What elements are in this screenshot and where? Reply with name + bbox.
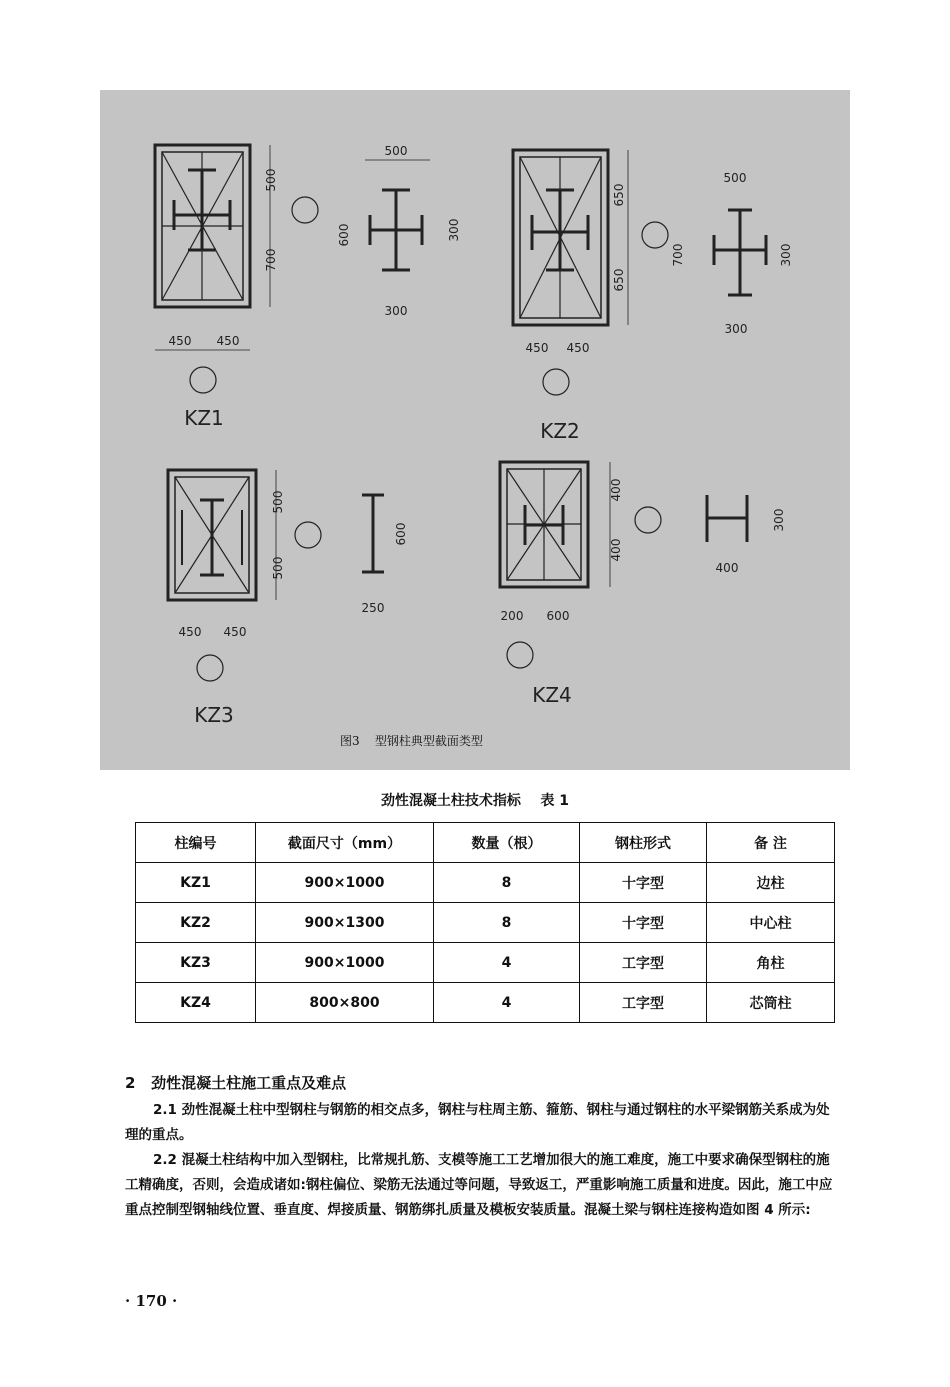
- cell-section-size: 900×1000: [256, 943, 434, 983]
- cell-column-id: KZ2: [136, 903, 256, 943]
- cell-remark: 芯筒柱: [707, 983, 835, 1023]
- cell-column-id: KZ1: [136, 863, 256, 903]
- kz2-steel-dim-2: 700: [671, 243, 685, 267]
- kz1-section: [155, 145, 250, 307]
- kz4-steel-dim-2: 400: [715, 561, 739, 575]
- cell-steel-type: 工字型: [580, 943, 707, 983]
- kz1-steel-dim-2: 600: [337, 223, 351, 247]
- cell-steel-type: 工字型: [580, 983, 707, 1023]
- kz1-steel-dim-1: 500: [384, 144, 408, 158]
- section-heading: 2 劲性混凝土柱施工重点及难点: [125, 1074, 347, 1092]
- kz2-section: [513, 150, 608, 325]
- kz2-dim-1: 650: [612, 183, 626, 207]
- table-header-row: [136, 823, 835, 863]
- cell-column-id: KZ3: [136, 943, 256, 983]
- sections-drawing: [100, 90, 850, 770]
- kz3-section: [168, 470, 256, 600]
- kz3-dim-3: 450: [178, 625, 202, 639]
- cell-steel-type: 十字型: [580, 903, 707, 943]
- figure-steel-column-sections: [100, 90, 850, 770]
- table-title: 劲性混凝土柱技术指标 表 1: [380, 793, 570, 809]
- kz3-steel-dim-2: 250: [361, 601, 385, 615]
- kz3-dim-1: 500: [271, 490, 285, 514]
- header-steel-type: 钢柱形式: [580, 823, 707, 863]
- page-number: · 170 ·: [125, 1292, 178, 1310]
- cell-section-size: 900×1300: [256, 903, 434, 943]
- kz2-steel-dim-3: 300: [779, 243, 793, 267]
- kz1-dim-3: 450: [168, 334, 192, 348]
- kz2-dim-4: 450: [566, 341, 590, 355]
- paragraph-2-2: 2.2 混凝土柱结构中加入型钢柱，比常规扎筋、支模等施工工艺增加很大的施工难度，施工中要求确保型钢柱的施工精确度，否则，会造成诸如:钢柱偏位、梁筋无法通过等问题，导致返工，严重影响施工质量和进度。因此，施工中应重点控制型钢轴线位置、垂直度、焊接质量、钢筋绑扎质量及模板安装质量。混凝土梁与钢柱连接构造如图 4 所示:: [125, 1152, 833, 1218]
- kz1-dim-1: 500: [264, 168, 278, 192]
- kz3-dim-4: 450: [223, 625, 247, 639]
- kz1-label: KZ1: [184, 406, 224, 430]
- paragraph-2-1: 2.1 劲性混凝土柱中型钢柱与钢筋的相交点多，钢柱与柱周主筋、箍筋、钢柱与通过钢柱的水平梁钢筋关系成为处理的重点。: [125, 1102, 830, 1143]
- kz2-steel-dim-4: 300: [724, 322, 748, 336]
- cell-quantity: 4: [434, 983, 580, 1023]
- kz4-label: KZ4: [532, 683, 572, 707]
- kz2-label: KZ2: [540, 419, 580, 443]
- tech-spec-table: [135, 822, 835, 1023]
- kz2-dim-3: 450: [525, 341, 549, 355]
- table-row: [136, 903, 835, 943]
- cell-quantity: 4: [434, 943, 580, 983]
- kz1-steel-dim-3: 300: [447, 218, 461, 242]
- kz2-dim-2: 650: [612, 268, 626, 292]
- kz4-dim-4: 600: [546, 609, 570, 623]
- header-quantity: 数量（根）: [434, 823, 580, 863]
- cell-steel-type: 十字型: [580, 863, 707, 903]
- kz3-steel-h: [362, 495, 384, 572]
- cell-remark: 中心柱: [707, 903, 835, 943]
- table-row: [136, 983, 835, 1023]
- kz4-dim-3: 200: [500, 609, 524, 623]
- kz3-steel-dim-1: 600: [394, 522, 408, 546]
- kz4-dim-1: 400: [609, 478, 623, 502]
- kz1-steel-cross: [370, 190, 422, 270]
- kz4-dim-2: 400: [609, 538, 623, 562]
- kz4-steel-h: [707, 495, 747, 542]
- cell-column-id: KZ4: [136, 983, 256, 1023]
- kz3-dim-2: 500: [271, 556, 285, 580]
- kz4-section: [500, 462, 588, 587]
- kz2-steel-dim-1: 500: [723, 171, 747, 185]
- kz1-steel-dim-4: 300: [384, 304, 408, 318]
- cell-section-size: 800×800: [256, 983, 434, 1023]
- cell-remark: 角柱: [707, 943, 835, 983]
- header-section-size: 截面尺寸（mm）: [256, 823, 434, 863]
- kz2-steel-cross: [714, 210, 766, 295]
- header-column-id: 柱编号: [136, 823, 256, 863]
- kz4-steel-dim-1: 300: [772, 508, 786, 532]
- cell-section-size: 900×1000: [256, 863, 434, 903]
- cell-remark: 边柱: [707, 863, 835, 903]
- table-row: [136, 943, 835, 983]
- table-row: [136, 863, 835, 903]
- header-remark: 备 注: [707, 823, 835, 863]
- cell-quantity: 8: [434, 863, 580, 903]
- cell-quantity: 8: [434, 903, 580, 943]
- kz1-dim-4: 450: [216, 334, 240, 348]
- kz3-label: KZ3: [194, 703, 234, 727]
- figure-caption: 图3 型钢柱典型截面类型: [340, 734, 483, 748]
- kz1-dim-2: 700: [264, 248, 278, 272]
